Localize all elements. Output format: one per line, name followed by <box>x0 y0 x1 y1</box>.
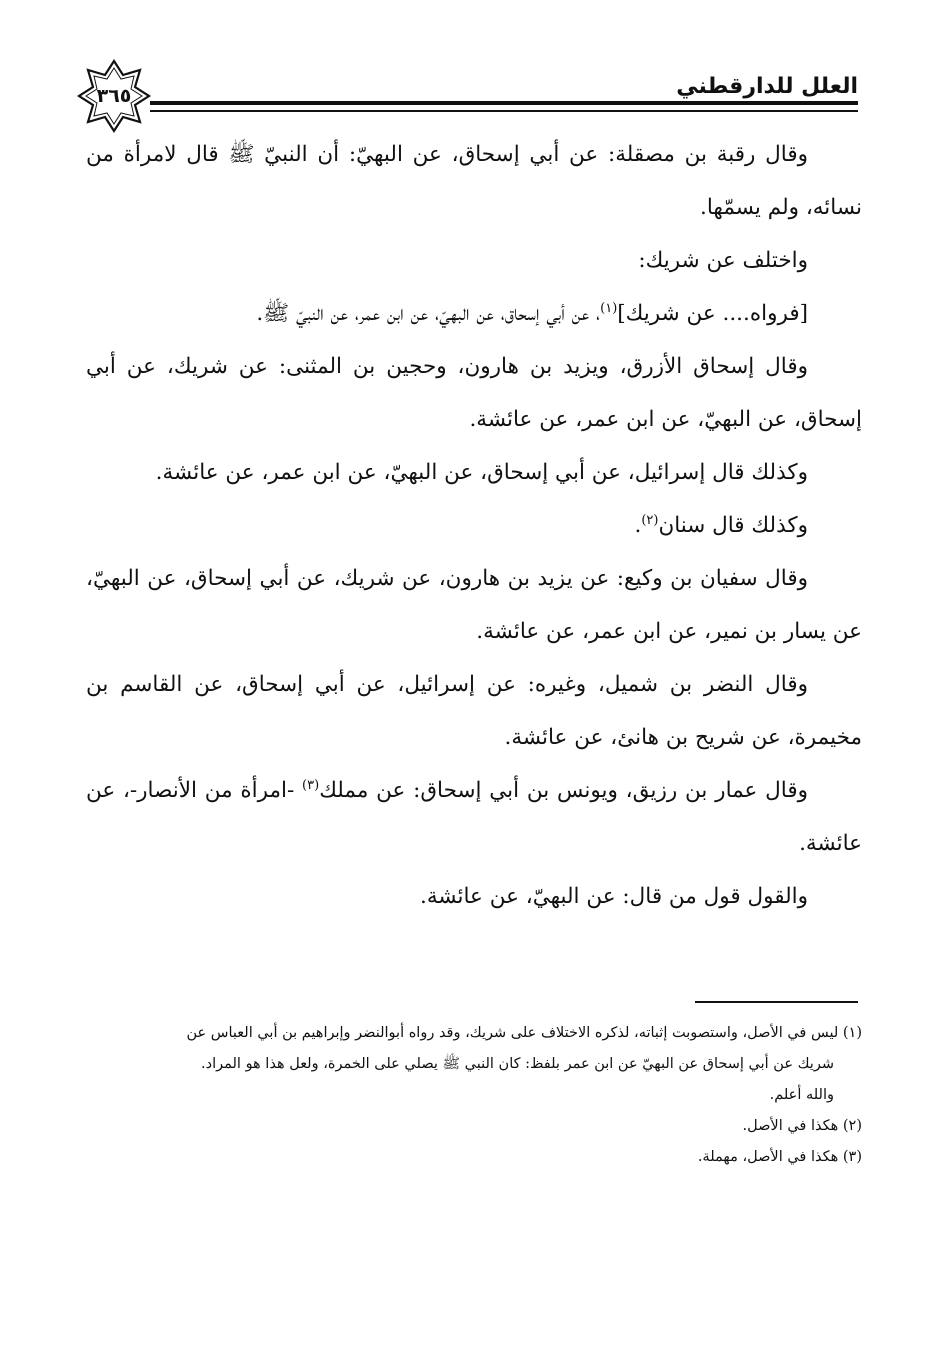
footnote-ref-3: (٣) <box>302 777 320 793</box>
body-text <box>86 128 862 923</box>
page-number-badge <box>76 58 152 134</box>
paragraph-6 <box>86 499 862 552</box>
footnote-1-line-3: والله أعلم. <box>769 1087 834 1103</box>
paragraph-3-text-a: [فرواه.... عن شريك] <box>617 301 808 326</box>
footnote-2: (٢) هكذا في الأصل. <box>742 1118 862 1134</box>
paragraph-6-text-a: وكذلك قال سنان <box>658 513 808 538</box>
page-number: ٣٦٥ <box>96 85 132 107</box>
footnotes <box>86 1018 862 1173</box>
footnote-ref-2: (٢) <box>641 512 659 528</box>
paragraph-6-text-b: . <box>634 513 642 538</box>
paragraph-9-text-a: وقال عمار بن رزيق، ويونس بن أبي إسحاق: عن مملك <box>319 778 808 803</box>
footnote-1-line-2: شريك عن أبي إسحاق عن البهيّ عن ابن عمر بلفظ: كان النبي ﷺ يصلي على الخمرة، ولعل هذا هو المراد. <box>201 1056 834 1072</box>
footnote-3: (٣) هكذا في الأصل، مهملة. <box>697 1149 862 1165</box>
footnote-separator <box>695 1001 858 1003</box>
running-title: العلل للدارقطني <box>676 74 858 99</box>
paragraph-3-text-b: ، عن أبي إسحاق، عن البهيّ، عن ابن عمر، عن النبيّ ﷺ. <box>256 301 601 326</box>
paragraph-1: وقال رقبة بن مصقلة: عن أبي إسحاق، عن البهيّ: أن النبيّ ﷺ قال لامرأة من نسائه، ولم يسمّها. <box>86 142 862 220</box>
paragraph-5: وكذلك قال إسرائيل، عن أبي إسحاق، عن البهيّ، عن ابن عمر، عن عائشة. <box>155 460 808 485</box>
paragraph-8: وقال النضر بن شميل، وغيره: عن إسرائيل، عن أبي إسحاق، عن القاسم بن مخيمرة، عن شريح بن هانئ، عن عائشة. <box>86 672 862 750</box>
footnote-1-line-1: (١) ليس في الأصل، واستصوبت إثباته، لذكره الاختلاف على شريك، وقد رواه أبوالنضر وإبراهيم بن أبي العباس عن <box>186 1025 862 1041</box>
header-rule-thin <box>150 110 858 112</box>
paragraph-3 <box>86 287 862 340</box>
paragraph-10: والقول قول من قال: عن البهيّ، عن عائشة. <box>419 884 808 909</box>
paragraph-4: وقال إسحاق الأزرق، ويزيد بن هارون، وحجين بن المثنى: عن شريك، عن أبي إسحاق، عن البهيّ، عن ابن عمر، عن عائشة. <box>86 354 862 432</box>
paragraph-2: واختلف عن شريك: <box>638 248 808 273</box>
paragraph-9-text-b: -امرأة من الأنصار-، عن عائشة. <box>86 778 862 856</box>
paragraph-9 <box>86 764 862 870</box>
header-rule-thick <box>150 101 858 105</box>
paragraph-7: وقال سفيان بن وكيع: عن يزيد بن هارون، عن شريك، عن أبي إسحاق، عن البهيّ، عن يسار بن نمير، عن ابن عمر، عن عائشة. <box>86 566 862 644</box>
footnote-ref-1: (١) <box>600 300 618 316</box>
